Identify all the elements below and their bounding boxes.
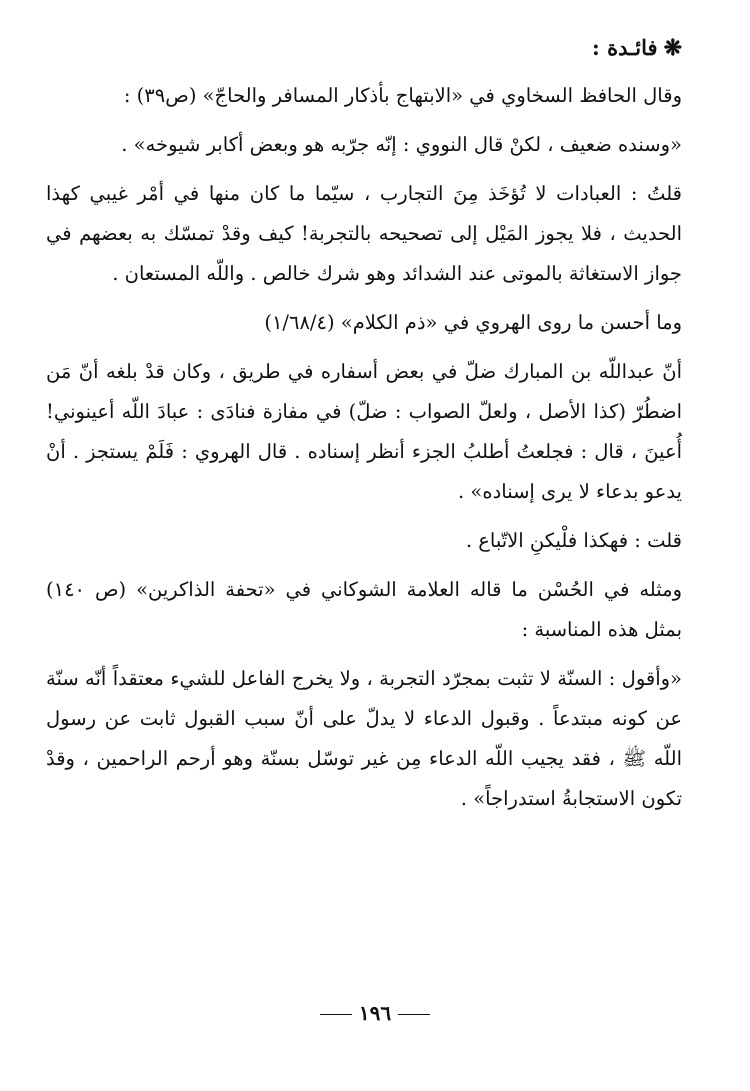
paragraph-ibn-mubarak-story: أنّ عبداللّه بن المبارك ضلّ في بعض أسفاره في طريق ، وكان قدْ بلغه أنّ مَن اضطُرّ (كذا الأصل ، ولعلّ الصواب : ضلّ) في مفازة فنادَى : عبادَ اللّه أعينوني! أُعينَ ، قال : فجلعتُ أطلبُ الجزء أنظر إسناده . قال الهروي : فَلَمْ يستجز . أنْ يدعو بدعاء لا يرى إسناده» . <box>46 360 682 503</box>
page-number: ١٩٦ <box>358 1001 392 1025</box>
page-body <box>46 28 682 828</box>
page-footer <box>0 1001 750 1025</box>
paragraph-shawkani-intro: ومثله في الحُسْن ما قاله العلامة الشوكاني في «تحفة الذاكرين» (ص ١٤٠) بمثل هذه المناسبة : <box>46 578 682 641</box>
paragraph-sakhawi-quote: وقال الحافظ السخاوي في «الابتهاج بأذكار المسافر والحاجّ» (ص٣٩) : <box>123 84 682 107</box>
section-heading <box>46 28 682 68</box>
footer-dash-right <box>398 1014 430 1015</box>
heading-text: فائـدة : <box>592 35 658 60</box>
paragraph-nawawi-quote: «وسنده ضعيف ، لكنْ قال النووي : إنّه جرّبه هو وبعض أكابر شيوخه» . <box>121 133 682 156</box>
footer-dash-left <box>320 1014 352 1015</box>
paragraph-shawkani-quote: «وأقول : السنّة لا تثبت بمجرّد التجربة ، ولا يخرج الفاعل للشيء معتقداً أنّه سنّة عن كونه مبتدعاً . وقبول الدعاء لا يدلّ على أنّ سبب القبول ثابت عن رسول اللّه ﷺ ، فقد يجيب اللّه الدعاء مِن غير توسّل بسنّة وهو أرحم الراحمين ، وقدْ تكون الاستجابةُ استدراجاً» . <box>46 667 682 810</box>
paragraph-author-conclusion: قلت : فهكذا فلْيكنِ الاتّباع . <box>465 529 682 552</box>
asterisk-icon: ❋ <box>663 35 682 61</box>
paragraph-author-comment: قلتُ : العبادات لا تُؤخَذ مِنَ التجارب ، سيّما ما كان منها في أمْر غيبي كهذا الحديث ، فلا يجوز المَيْل إلى تصحيحه بالتجربة! كيف وقدْ تمسّك به بعضهم في جواز الاستغاثة بالموتى عند الشدائد وهو شرك خالص . واللّه المستعان . <box>46 182 682 285</box>
paragraph-harawi-intro: وما أحسن ما روى الهروي في «ذم الكلام» (١/٦٨/٤) <box>264 311 682 334</box>
